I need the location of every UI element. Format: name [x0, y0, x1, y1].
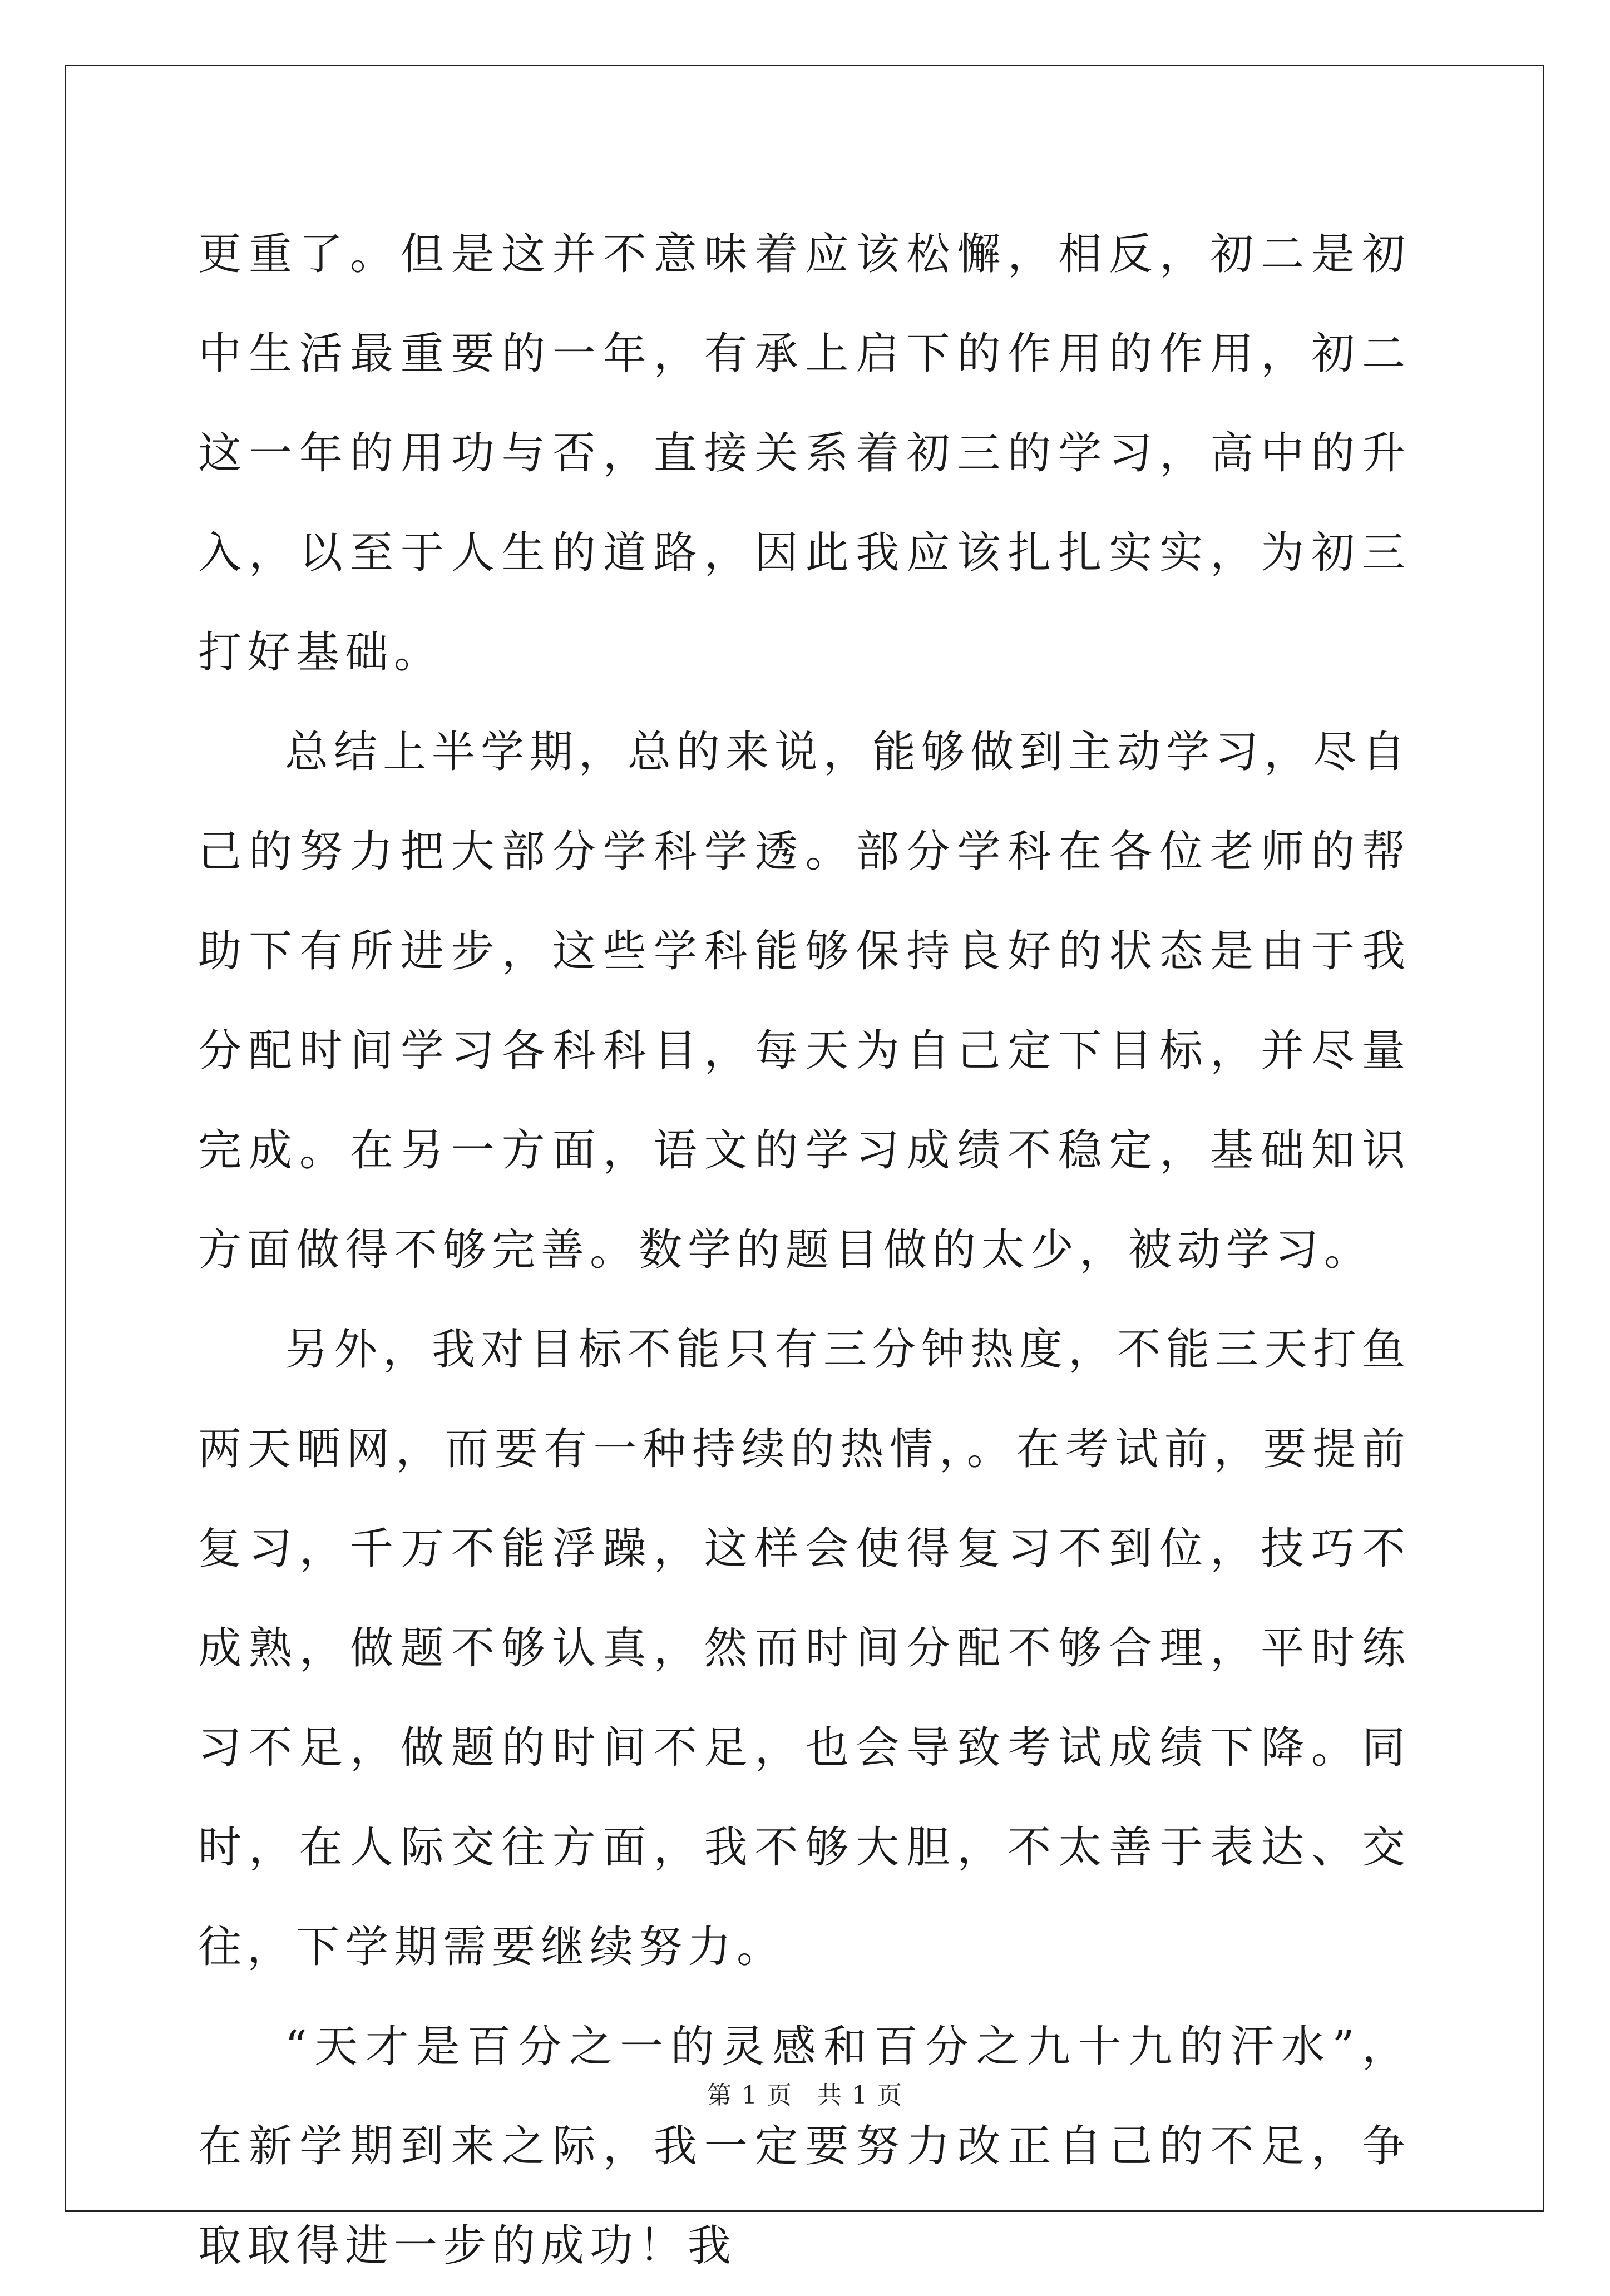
- paragraph-quote: “天才是百分之一的灵感和百分之九十九的汗水”， 在新学期到来之际，我一定要努力改正自己的不足，争取取得进一步的成功！我: [198, 2022, 1411, 2271]
- document-body: [198, 205, 1411, 2296]
- page-total: 共 1 页: [817, 2081, 903, 2110]
- page-footer: [0, 2075, 1610, 2111]
- paragraph-shortcomings: 另外，我对目标不能只有三分钟热度，不能三天打鱼两天晒网，而要有一种持续的热情，。在考试前，要提前复习，千万不能浮躁，这样会使得复习不到位，技巧不成熟，做题不够认真，然而时间分配不够合理，平时练习不足，做题的时间不足，也会导致考试成绩下降。同时，在人际交往方面，我不够大胆，不太善于表达、交往，下学期需要继续努力。: [198, 1325, 1411, 1972]
- page-number: 第 1 页: [707, 2081, 793, 2110]
- paragraph-continuation: 更重了。但是这并不意味着应该松懈，相反，初二是初中生活最重要的一年，有承上启下的作用的作用，初二这一年的用功与否，直接关系着初三的学习，高中的升入，以至于人生的道路，因此我应该扎扎实实，为初三打好基础。: [198, 229, 1411, 678]
- paragraph-summary: 总结上半学期，总的来说，能够做到主动学习，尽自己的努力把大部分学科学透。部分学科在各位老师的帮助下有所进步，这些学科能够保持良好的状态是由于我分配时间学习各科科目，每天为自己定下目标，并尽量完成。在另一方面，语文的学习成绩不稳定，基础知识方面做得不够完善。数学的题目做的太少，被动学习。: [198, 727, 1411, 1275]
